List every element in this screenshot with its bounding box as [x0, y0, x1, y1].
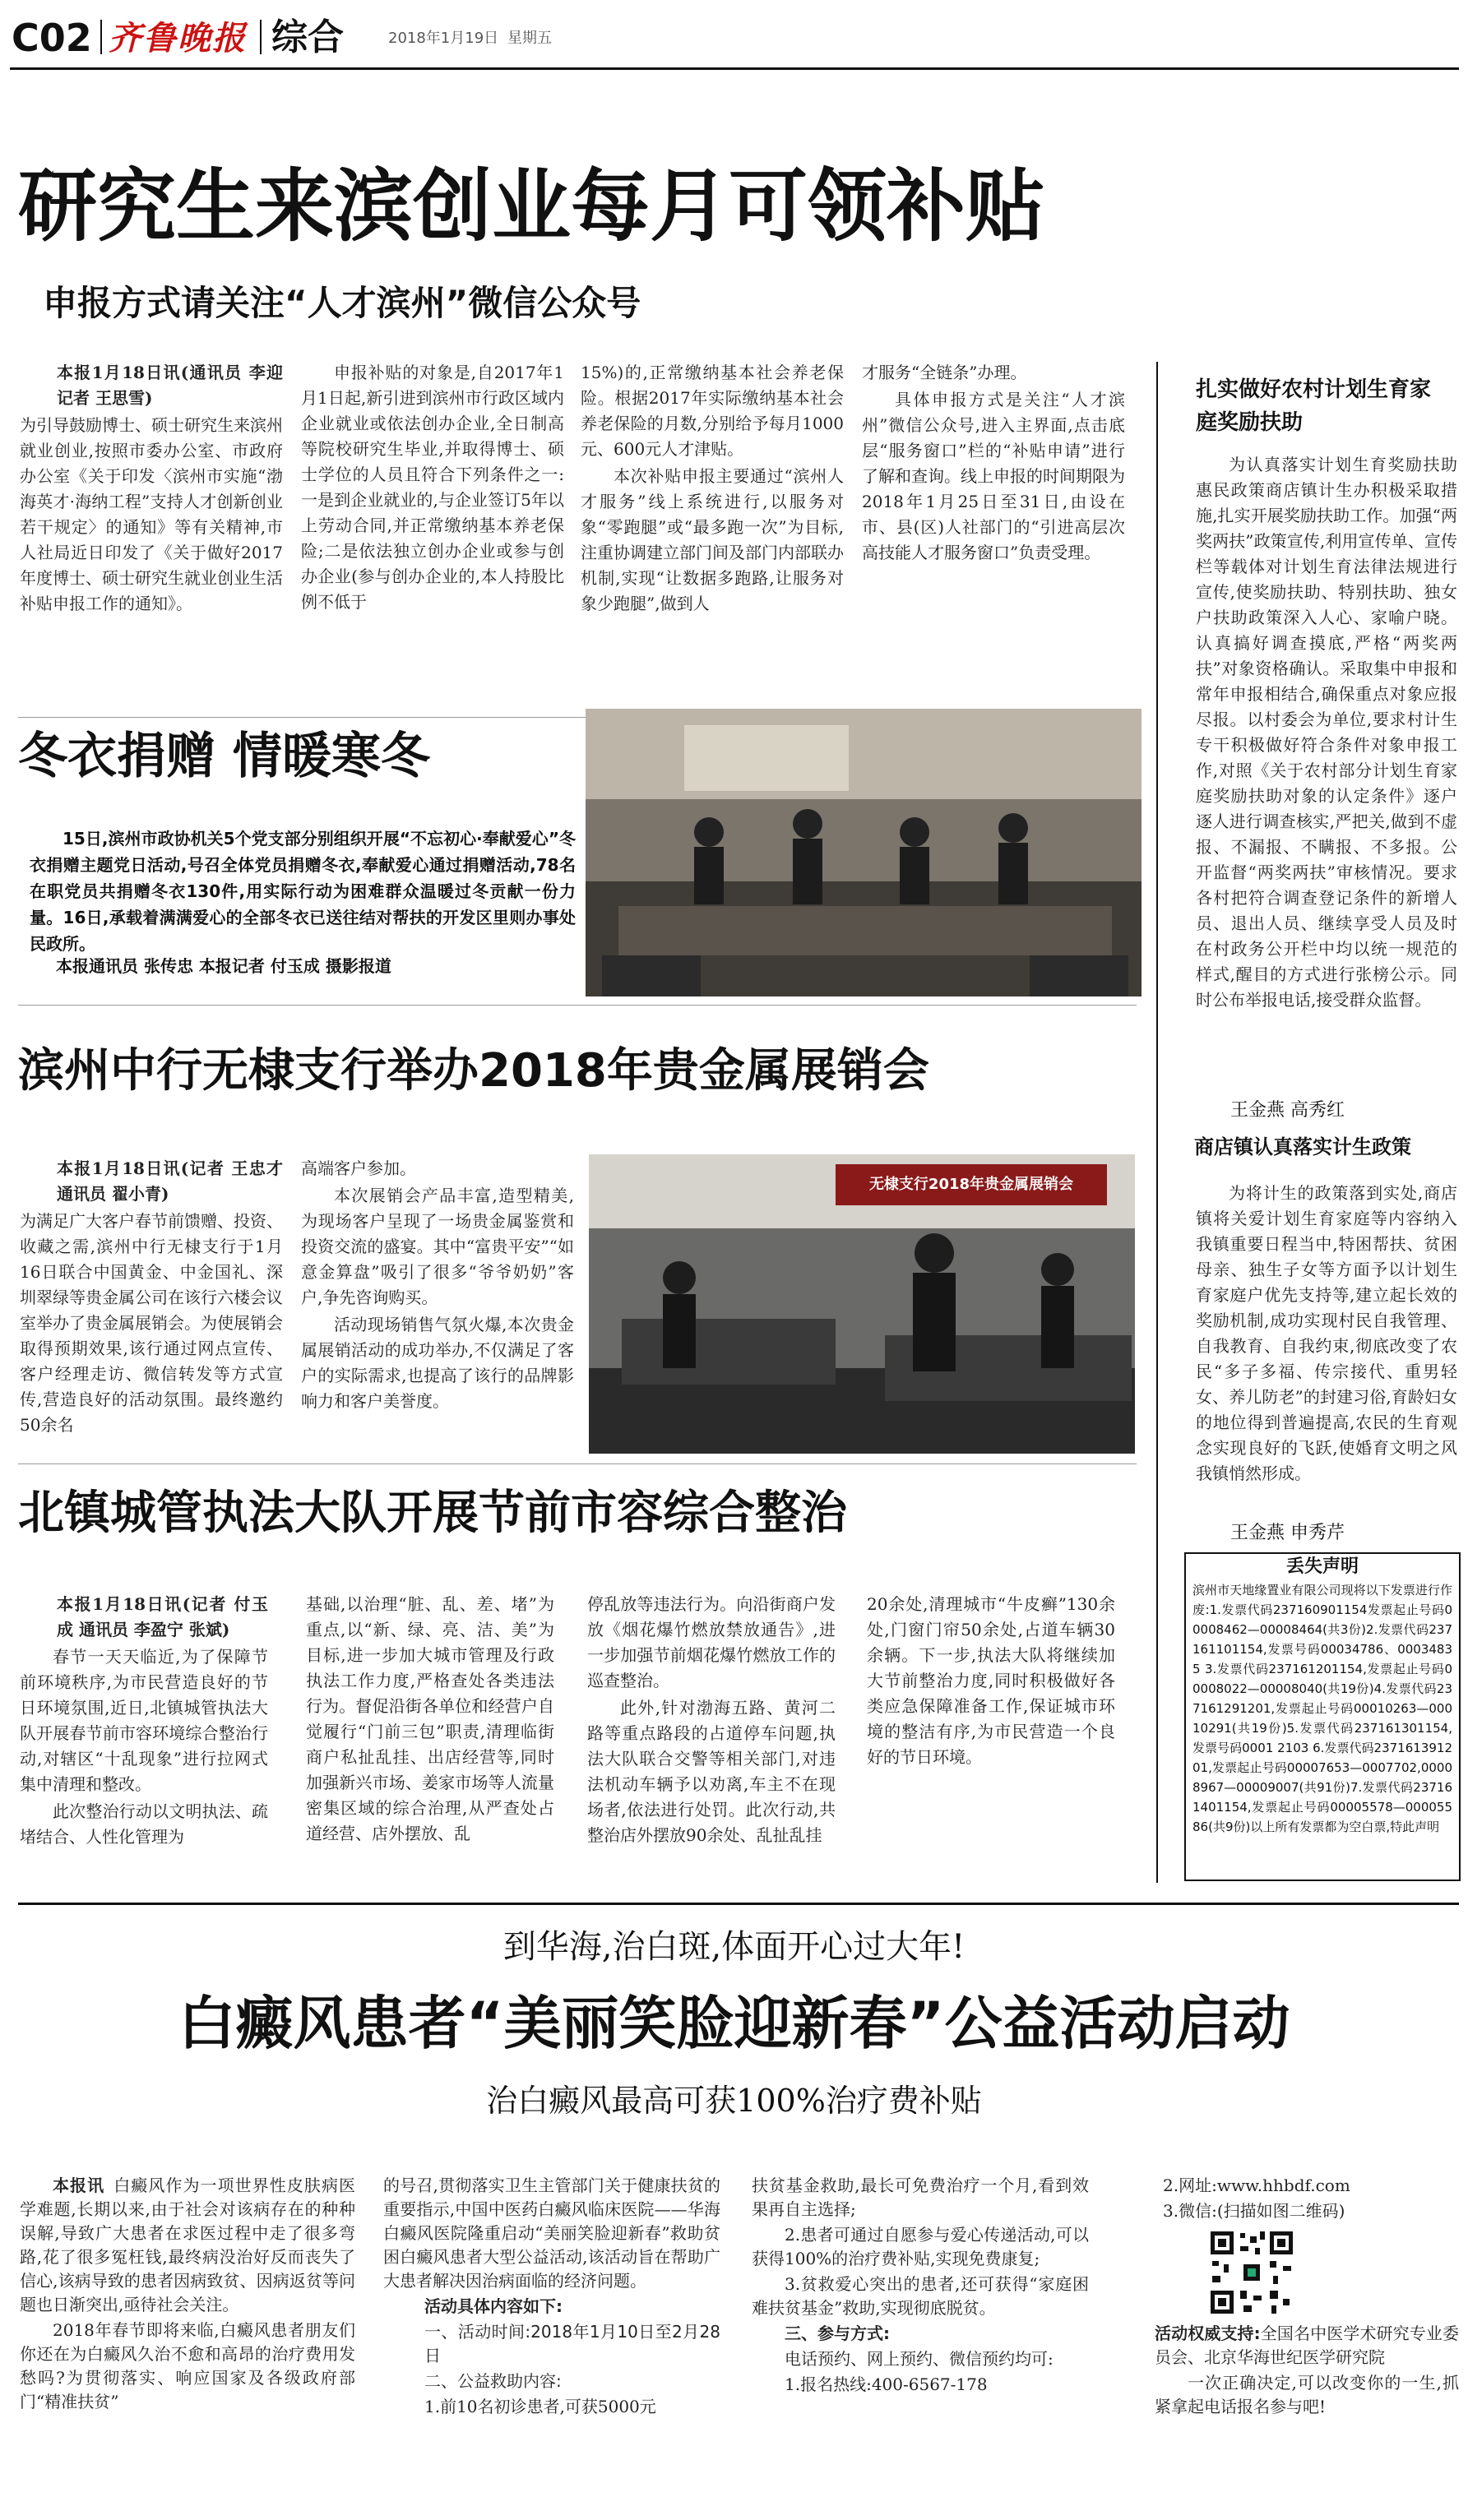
ad-paragraph: 电话预约、网上预约、微信预约均可:	[785, 2349, 1054, 2369]
lost-notice-box	[1184, 1552, 1461, 1881]
exhibition-scene-image	[589, 1154, 1135, 1454]
ad-paragraph: 一次正确决定,可以改变你的一生,抓紧拿起电话报名参与吧!	[1155, 2373, 1459, 2416]
article1-col4	[862, 360, 1125, 623]
paper-name-logo: 齐鲁晚报	[109, 19, 247, 58]
ad-paragraph-text: 白癜风作为一项世界性皮肤病医学难题,长期以来,由于社会对该病存在的种种误解,导致广大患者在求医过程中走了很多弯路,花了很多冤枉钱,最终病没治好反而丧失了信心,该病导致的患者因病致贫、因病返贫等问题也日渐突出,亟待社会关注。	[20, 2176, 355, 2314]
ad-paragraph: 扶贫基金救助,最长可免费治疗一个月,看到效果再自主选择;	[752, 2176, 1089, 2219]
article3-paragraph: 活动现场销售气氛火爆,本次贵金属展销活动的成功举办,不仅满足了客户的实际需求,也提高了该行的品牌影响力和客户美誉度。	[301, 1315, 574, 1411]
article1-paragraph: 为引导鼓励博士、硕士研究生来滨州就业创业,按照市委办公室、市政府办公室《关于印发〈滨州市实施“渤海英才·海纳工程”支持人才创新创业若干规定〉的通知》等有关精神,市人社局近日印发了《关于做好2017年度博士、硕士研究生就业创业生活补贴申报工作的通知》。	[20, 415, 283, 613]
ad-subhead: 治白癜风最高可获100%治疗费补贴	[486, 2083, 982, 2119]
article4-paragraph: 此外,针对渤海五路、黄河二路等重点路段的占道停车问题,执法大队联合交警等相关部门,对违法机动车辆予以劝离,车主不在现场者,依法进行处罚。此次行动,共整治店外摆放90余处、乱扯乱挂	[587, 1698, 836, 1845]
article3-col2	[301, 1156, 574, 1452]
ad-headline: 白癜风患者“美丽笑脸迎新春”公益活动启动	[178, 1990, 1290, 2057]
article4-col1	[20, 1592, 268, 1880]
article3-paragraph: 本次展销会产品丰富,造型精美,为现场客户呈现了一场贵金属鉴赏和投资交流的盛宴。其中“富贵平安”“如意金算盘”吸引了很多“爷爷奶奶”客户,争先咨询购买。	[301, 1186, 574, 1307]
section-name: 综合	[271, 16, 344, 58]
article1-headline: 研究生来滨创业每月可领补贴	[18, 160, 1044, 252]
ad-top-rule	[18, 1903, 1459, 1905]
article4-paragraph: 20余处,清理城市“牛皮癣”130余处,门窗门帘50余处,占道车辆30余辆。下一步,执法大队将继续加大节前整治力度,同时积极做好各类应急保障准备工作,保证城市环境的整洁有序,为市民营造一个良好的节日环境。	[867, 1594, 1115, 1767]
article3-photo	[589, 1154, 1135, 1454]
article1-paragraph: 具体申报方式是关注“人才滨州”微信公众号,进入主界面,点击底层“服务窗口”栏的“补贴申请”进行了解和查询。线上申报的时间期限为2018年1月25日至31日,由设在市、县(区)人社部门的“引进高层次高技能人才服务窗口”负责受理。	[862, 390, 1125, 562]
qr-code-icon[interactable]	[1207, 2228, 1296, 2317]
ad-paragraph: 的号召,贯彻落实卫生主管部门关于健康扶贫的重要指示,中国中医药白癜风临床医院——华海白癜风医院隆重启动“美丽笑脸迎新春”救助贫困白癜风患者大型公益活动,该活动旨在帮助广大患者解决因治病面临的经济问题。	[383, 2176, 720, 2291]
header-divider	[100, 20, 102, 54]
article3-headline: 滨州中行无棣支行举办2018年贵金属展销会	[18, 1044, 929, 1098]
ad-paragraph: 3.贫救爱心突出的患者,还可获得“家庭困难扶贫基金”救助,实现彻底脱贫。	[752, 2274, 1089, 2318]
article4-paragraph: 基础,以治理“脏、乱、差、堵”为重点,以“新、绿、亮、洁、美”为目标,进一步加大城市管理及行政执法工作力度,严格查处各类违法行为。督促沿街各单位和经营户自觉履行“门前三包”职责,清理临街商户私扯乱挂、出店经营等,同时加强新兴市场、姜家市场等人流量密集区域的综合治理,从严查处占道经营、店外摆放、乱	[306, 1594, 554, 1843]
ad-col2	[383, 2174, 720, 2511]
ad-paragraph: 2018年春节即将来临,白癜风患者朋友们你还在为白癜风久治不愈和高昂的治疗费用发愁吗?为贯彻落实、响应国家及各级政府部门“精准扶贫”	[20, 2320, 355, 2411]
sidebar-divider	[1156, 362, 1158, 1883]
sidebar-paragraph: 为将计生的政策落到实处,商店镇将关爱计划生育家庭等内容纳入我镇重要日程当中,特困帮扶、贫困母亲、独生子女等方面予以计划生育家庭户优先支持等,建立起长效的奖励机制,成功实现村民自我管理、自我教育、自我约束,彻底改变了农民“多子多福、传宗接代、重男轻女、养儿防老”的封建习俗,育龄妇女的地位得到普遍提高,农民的生育观念实现良好的飞跃,使婚育文明之风我镇悄然形成。	[1196, 1183, 1457, 1483]
article4-paragraph: 停乱放等违法行为。向沿街商户发放《烟花爆竹燃放禁放通告》,进一步加强节前烟花爆竹燃放工作的巡查整治。	[587, 1594, 836, 1690]
article3-paragraph: 高端客户参加。	[301, 1158, 416, 1178]
article4-byline: 本报1月18日讯(记者 付玉成 通讯员 李盈宁 张斌)	[57, 1594, 268, 1639]
article4-col2	[306, 1592, 554, 1880]
article1-col1	[20, 360, 283, 714]
article2-photo	[586, 709, 1142, 996]
sidebar-paragraph: 为认真落实计划生育奖励扶助惠民政策商店镇计生办积极采取措施,扎实开展奖励扶助工作。加强“两奖两扶”政策宣传,利用宣传单、宣传栏等载体对计划生育法律法规进行宣传,使奖励扶助、特别扶助、独女户扶助政策深入人心、家喻户晓。认真搞好调查摸底,严格“两奖两扶”对象资格确认。采取集中申报和常年申报相结合,确保重点对象应报尽报。以村委会为单位,要求村计生专干积极做好符合条件对象申报工作,对照《关于农村部分计划生育家庭奖励扶助对象的认定条件》逐户逐人进行调查核实,严把关,做到不虚报、不漏报、不瞒报、不多报。公开监督“两奖两扶”审核情况。要求各村把符合调查登记条件的新增人员、退出人员、继续享受人员及时在村政务公开栏中均以统一规范的样式,醒目的方式进行张榜公示。同时公布举报电话,接受群众监督。	[1196, 455, 1457, 1010]
article2-photo-credit: 本报通讯员 张传忠 本报记者 付玉成 摄影报道	[56, 956, 391, 976]
page-code: C02	[12, 16, 92, 60]
header-divider	[260, 20, 262, 54]
sidebar-author-1: 王金燕 高秀红	[1230, 1100, 1345, 1121]
article1-paragraph: 才服务“全链条”办理。	[862, 363, 1027, 382]
sidebar-body-2	[1196, 1181, 1457, 1518]
donation-scene-image	[586, 709, 1142, 996]
sidebar-author-2: 王金燕 申秀芹	[1230, 1523, 1345, 1543]
article3-byline: 本报1月18日讯(记者 王忠才 通讯员 翟小青)	[57, 1158, 283, 1204]
article3-paragraph: 为满足广大客户春节前馈赠、投资、收藏之需,滨州中行无棣支行于1月16日联合中国黄金、中金国礼、深圳翠绿等贵金属公司在该行六楼会议室举办了贵金属展销会。为使展销会取得预期效果,该行通过网点宣传、客户经理走访、微信转发等方式宣传,营造良好的活动氛围。最终邀约50余名	[20, 1211, 283, 1435]
article1-paragraph: 本次补贴申报主要通过“滨州人才服务”线上系统进行,以服务对象“零跑腿”或“最多跑一次”为目标,注重协调建立部门间及部门内部联办机制,实现“让数据多跑路,让服务对象少跑腿”,做到人	[581, 466, 844, 613]
article1-col2	[301, 360, 564, 714]
article4-headline: 北镇城管执法大队开展节前市容综合整治	[18, 1487, 847, 1540]
sidebar-headline-1: 扎实做好农村计划生育家庭奖励扶助	[1196, 377, 1432, 435]
lost-notice-body: 滨州市天地缘置业有限公司现将以下发票进行作废:1.发票代码237160901154发票起止号码00008462—00008464(共3份)2.发票代码237161101154,发票号码00034786、00034835 3.发票代码237161201154,发票起止号码00008022—00008040(共19份)4.发票代码237161291201,发票起止号码00010263—00010291(共19份)5.发票代码237161301154,发票号码0001 2103 6.发票代码237161391201,发票起止号码00007653—0007702,00008967—00009007(共91份)7.发票代码237161401154,发票起止号码00005578—00005586(共9份)以上所有发票都为空白票,特此声明	[1192, 1583, 1452, 1834]
ad-support	[1155, 2322, 1459, 2370]
ad-col4	[1155, 2174, 1459, 2511]
ad-paragraph	[20, 2174, 355, 2317]
ad-hotline[interactable]: 1.报名热线:400-6567-178	[785, 2374, 988, 2394]
ad-wechat: 3.微信:(扫描如图二维码)	[1163, 2201, 1345, 2221]
header-rule	[10, 67, 1459, 70]
article-rule	[18, 1005, 1137, 1006]
article1-subhead: 申报方式请关注“人才滨州”微信公众号	[43, 283, 641, 323]
article4-col4	[867, 1592, 1115, 1880]
ad-col1	[20, 2174, 355, 2511]
article1-byline: 本报1月18日讯(通讯员 李迎 记者 王思雪)	[57, 363, 283, 408]
article2-headline: 冬衣捐赠 情暖寒冬	[18, 728, 430, 785]
article-rule	[18, 1463, 1137, 1464]
issue-weekday: 星期五	[507, 30, 552, 47]
ad-list-item: 一、活动时间:2018年1月10日至2月28日	[424, 2322, 720, 2365]
article4-paragraph: 春节一天天临近,为了保障节前环境秩序,为市民营造良好的节日环境氛围,近日,北镇城管执法大队开展春节前市容环境综合整治行动,对辖区“十乱现象”进行拉网式集中清理和整改。	[20, 1647, 268, 1794]
issue-date: 2018年1月19日	[388, 30, 499, 47]
ad-col3	[752, 2174, 1089, 2511]
ad-lead: 本报讯	[53, 2176, 105, 2195]
ad-kicker: 到华海,治白斑,体面开心过大年!	[502, 1928, 966, 1966]
qr-code-graphic	[1207, 2228, 1296, 2317]
article4-col3	[587, 1592, 836, 1880]
ad-list-item: 1.前10名初诊患者,可获5000元	[424, 2397, 656, 2416]
article4-paragraph: 此次整治行动以文明执法、疏堵结合、人性化管理为	[20, 1801, 268, 1847]
article1-col3	[581, 360, 844, 714]
ad-support-text: 全国名中医学术研究专业委员会、北京华海世纪医学研究院	[1155, 2323, 1459, 2367]
ad-list-heading: 三、参与方式:	[785, 2323, 890, 2343]
ad-website[interactable]: 2.网址:www.hhbdf.com	[1163, 2176, 1350, 2195]
article3-col1	[20, 1156, 283, 1452]
ad-list-item: 二、公益救助内容:	[424, 2371, 562, 2391]
ad-list-heading: 活动具体内容如下:	[424, 2296, 563, 2316]
article1-paragraph: 15%)的,正常缴纳基本社会养老保险。根据2017年实际缴纳基本社会养老保险的月数,分别给予每月1000元、600元人才津贴。	[581, 363, 844, 459]
sidebar-headline-2: 商店镇认真落实计生政策	[1194, 1135, 1411, 1158]
ad-paragraph: 2.患者可通过自愿参与爱心传递活动,可以获得100%的治疗费补贴,实现免费康复;	[752, 2225, 1089, 2268]
sidebar-body-1	[1196, 452, 1457, 1102]
article3-photo-banner: 无棣支行2018年贵金属展销会	[868, 1176, 1074, 1193]
ad-support-label: 活动权威支持:	[1155, 2323, 1261, 2343]
article1-paragraph: 申报补贴的对象是,自2017年1月1日起,新引进到滨州市行政区域内企业就业或依法创办企业,全日制高等院校研究生毕业,并取得博士、硕士学位的人员且符合下列条件之一:一是到企业就业的,与企业签订5年以上劳动合同,并正常缴纳基本养老保险;二是依法独立创办企业或参与创办企业(参与创办企业的,本人持股比例不低于	[301, 363, 564, 612]
lost-notice-title: 丢失声明	[1285, 1556, 1359, 1577]
article2-body: 15日,滨州市政协机关5个党支部分别组织开展“不忘初心·奉献爱心”冬衣捐赠主题党日活动,号召全体党员捐赠冬衣,奉献爱心通过捐赠活动,78名在职党员共捐赠冬衣130件,用实际行动为困难群众温暖过冬贡献一份力量。16日,承载着满满爱心的全部冬衣已送往结对帮扶的开发区里则办事处民政所。	[30, 829, 576, 954]
